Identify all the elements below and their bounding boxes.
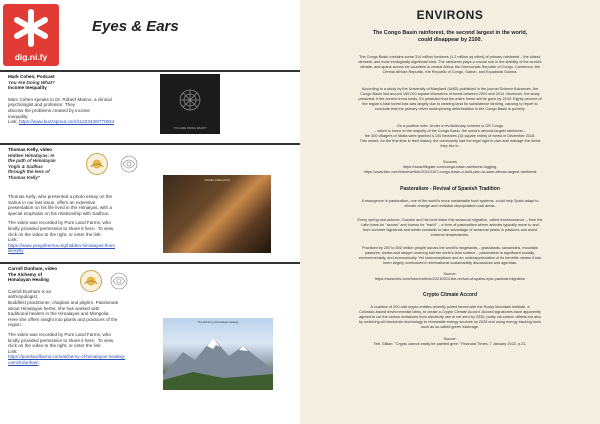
asterisk-icon	[9, 6, 53, 50]
body-line: from summer highlands and winter lowlands to take advantage of seasonal peaks in pastures and avoid	[362, 227, 538, 232]
body-line: According to a study by the University of Maryland (UMD) published in the journal Science Advances, the	[361, 87, 539, 91]
entry-title: through the lens of	[8, 169, 50, 175]
entry-title: Hidden Himalayas: In	[8, 152, 55, 158]
headline-line: The Congo Basin rainforest, the second largest in the world,	[372, 30, 528, 36]
link-label: Link:	[8, 348, 18, 354]
entry-desc: presentation on his life lived in the Himalyas, with a	[8, 205, 112, 211]
video-entry-kelly	[8, 147, 82, 181]
sources-label: Source:	[443, 337, 457, 341]
body-line: A coalition of 200-odd crypto entities recently joined forces with the Rocky Mountain Institute, a	[370, 305, 530, 309]
hidden-himalayas-video[interactable]	[163, 175, 271, 253]
divider	[0, 70, 300, 72]
podcast-entry	[8, 74, 114, 125]
mountain-icon	[163, 330, 273, 390]
body-line: climate, and spans across six countries in central Africa: the Democratic Republic of Congo, Cameroon, the	[359, 64, 541, 69]
body-line: This meant, for the first time in their history, the community had the legal right to own and manage the forest	[359, 138, 541, 143]
pure-land-farms-icon	[86, 153, 108, 175]
entry-desc: Buddhist practitioner, chaplain and pilgrim. Passionate	[8, 299, 119, 305]
entry-subtitle: Income Inequality	[8, 85, 47, 91]
body-line: predicted: if the current trend holds, it's predicted that the entire forest will be gone by 2100. Eighty percent of	[358, 96, 542, 101]
link-label: Link:	[8, 119, 18, 125]
entry-desc: discuss the problems created by income	[8, 107, 90, 113]
body-line: climate change and revitalise depopulated rural areas.	[404, 203, 496, 208]
video-caption: The Alchemy of Himalayan Healing	[197, 321, 239, 324]
body-line: Congo Basin lost around 165,000 square kilometres of forest between 2000 and 2014. Moreover, the study	[360, 91, 540, 96]
entry-title: The Alchemy of	[8, 271, 43, 277]
body-line: they live in.	[440, 143, 460, 148]
page-title: Eyes & Ears	[92, 18, 179, 35]
entry-desc: Here she offers insight into plants and practices of the	[8, 316, 118, 322]
divider	[0, 143, 300, 145]
body-line: The Congo Basin contains some 314 million hectares (1.2 million sq miles) of primary rainforest – the oldest,	[359, 55, 541, 59]
link-label: Link:	[8, 237, 18, 243]
video-link[interactable]: https://www.yangsherma.org/hidden-himalayas-thom	[8, 242, 115, 248]
body-line: the 300 villagers of Nkala were granted 4,100 hectares (15 square miles) of forest in December 2018.	[364, 133, 536, 138]
entry-title: Thomas Kelly"	[8, 174, 41, 180]
body-line: conclude that the primary driver underpinning deforestation in the Congo Basin is poverty.	[374, 106, 526, 111]
entry-desc: Sahus in our last issue, offers an extensive	[8, 199, 96, 205]
entry-desc: Thomas Kelly, who presented a photo essay on the	[8, 194, 113, 199]
entry-author: Mark Cohen, Podcast	[8, 74, 55, 79]
pure-land-farms-icon	[80, 270, 102, 292]
divider	[0, 262, 300, 264]
video-caption: HIDDEN HIMALAYAS	[204, 179, 230, 182]
entry-desc: psychologist and professor. They	[8, 102, 76, 108]
entry-desc: special emphasis on his relationship with Sadhus.	[8, 210, 110, 216]
body-line: A resurgence in pastoralism, one of the world's more sustainable food systems, could help Spain adapt to	[361, 199, 539, 203]
cover-caption: YOU ARE DOING WHAT?	[173, 126, 207, 130]
entry-desc: The video was recorded by Pure Land Farms, who	[8, 331, 111, 337]
video-link[interactable]: as-kelly	[8, 248, 24, 254]
podcast-cover[interactable]	[160, 74, 220, 134]
entry-desc: kindly provided permission to share it here.. To view,	[8, 225, 115, 231]
body-line: Every spring and autumn, Gazdón and his herd make this seasonal migration, called transhumance – from the	[357, 218, 543, 222]
congo-positive-paragraph	[310, 124, 590, 149]
entry-title: the path of Himalayan	[8, 158, 56, 164]
body-line: been largely overlooked in international sustainability discussions and agendas.	[383, 260, 517, 265]
pastoralism-heading: Pastoralism - Revival of Spanish Tradition	[400, 186, 500, 192]
congo-sources	[310, 160, 590, 175]
sources-label: Sources	[443, 160, 457, 164]
entry-title: Yogis & Sadhus	[8, 163, 43, 169]
entry-desc: traditional healers in the Himalayas and Mongolia.	[8, 311, 110, 317]
body-line: Latin trans for "across" and humus for "earth" – a form of pastoralism where animals typically move to and	[361, 222, 539, 227]
transhumance-paragraph	[310, 218, 590, 238]
body-line: extreme temperatures.	[430, 232, 470, 237]
dignify-logo[interactable]	[3, 4, 59, 66]
entry-desc: Marc Cohen speaks to Dr. Robert Marino, a clinical	[8, 96, 112, 102]
pastoralism-source	[310, 272, 590, 282]
body-line: Practiced by 200 to 500 million people across the world's rangelands – grasslands, savannahs, mountain	[361, 246, 539, 250]
crypto-source	[310, 337, 590, 347]
podcast-link[interactable]: https://www.buzzsprout.com/1122343/8770634	[19, 119, 115, 125]
body-line: Colorado-based environmental lobby, to create a Crypto Climate Accord. Accord signatories have apparently	[359, 309, 541, 314]
pastoralism-paragraph	[310, 246, 590, 266]
ornament-icon	[178, 88, 202, 112]
video-entry-kelly-desc	[8, 194, 115, 254]
congo-headline	[320, 30, 580, 43]
crypto-paragraph	[310, 305, 590, 330]
body-line: pastures, tundra and steppe covering half the earth's land surface – pastoralism is significant socially,	[365, 250, 535, 255]
body-line: environmentally, and economically. Yet misconceptions and an underappreciation of its benefits means it has	[358, 255, 542, 260]
video-link[interactable]: https://purelandfarms.com/alchemy-of-himalayan-healing-	[8, 354, 126, 360]
entry-desc: click on the video to the right, or enter the link:	[8, 343, 102, 349]
source-link[interactable]: https://www.bbc.com/future/article/20210107-congo-basin-a-bold-plan-to-save-africas-largest-rainforest	[363, 169, 537, 174]
himalayan-healing-video[interactable]	[163, 318, 273, 390]
sources-label: Source:	[443, 272, 457, 276]
congo-study-paragraph	[310, 87, 590, 112]
source-link[interactable]: https://www.bbc.com/future/article/20210923-the-revival-of-spains-epic-pastoral-migration	[374, 276, 526, 281]
crypto-heading: Crypto Climate Accord	[423, 292, 477, 298]
source-link[interactable]: https://www.lifegate.com/congo-basin-rainforest-logging,	[402, 164, 498, 169]
entry-title: Himalayan Healing	[8, 277, 49, 283]
entry-desc: anthropologist,	[8, 294, 39, 300]
entry-author: Carroll Dunham, video	[8, 266, 58, 271]
entry-desc: The video was recorded by Pure Land Farms, who	[8, 220, 111, 226]
entry-desc: inequality.	[8, 113, 29, 119]
body-line: On a positive note: Under a revolutionary scheme in DR Congo	[396, 124, 504, 128]
logo-text: dig.ni.fy	[14, 52, 48, 62]
environs-title: ENVIRONS	[416, 8, 484, 22]
entry-desc: click on the video to the right, or enter the link:	[8, 231, 102, 237]
body-line: the region's total forest loss was largely due to clearing land for subsistence farming, causing to report to	[362, 101, 538, 106]
body-line: densest, and most ecologically significant kind. The rainforest plays a crucial role in the stability of the world's	[358, 59, 542, 64]
environs-page	[300, 0, 600, 424]
congo-paragraph	[310, 55, 590, 75]
entry-desc: about Himalayan herbs, she has worked with	[8, 305, 100, 311]
entry-desc: region.	[8, 322, 23, 328]
entry-desc: Carroll Dunham is an	[8, 288, 52, 294]
body-line: Central African Republic, the Republic of Congo, Gabon, and Equatorial Guinea.	[382, 69, 518, 74]
sketch-emblem-icon	[118, 153, 140, 175]
body-line: such as so-called green hashrage.	[420, 324, 480, 329]
entry-desc: kindly provided permission to share it here.. To view,	[8, 337, 115, 343]
entry-title: You Are Doing What?	[8, 79, 55, 85]
pastoralism-intro	[310, 199, 590, 209]
body-line: agreed to cut the carbon emissions from electricity use to net zero by 2030, partly via carbon offsets but also	[359, 314, 541, 319]
sketch-emblem-icon	[108, 270, 130, 292]
headline-line: could disappear by 2100.	[417, 36, 483, 43]
body-line: by switching all blockchain technology to renewable energy sources by 2025 and using energy tracking tools	[359, 319, 541, 324]
entry-author: Thomas Kelly, video	[8, 147, 53, 152]
body-line: – which is home to the majority of the Congo Basin, the world's second-largest rainforest –	[374, 128, 526, 133]
source-citation: Tett, Gillian. "Crypto cannot easily be painted gree." Financial Times, 7 January 2022, p.21.	[373, 341, 527, 346]
video-link[interactable]: carroll-dunham	[8, 359, 39, 365]
